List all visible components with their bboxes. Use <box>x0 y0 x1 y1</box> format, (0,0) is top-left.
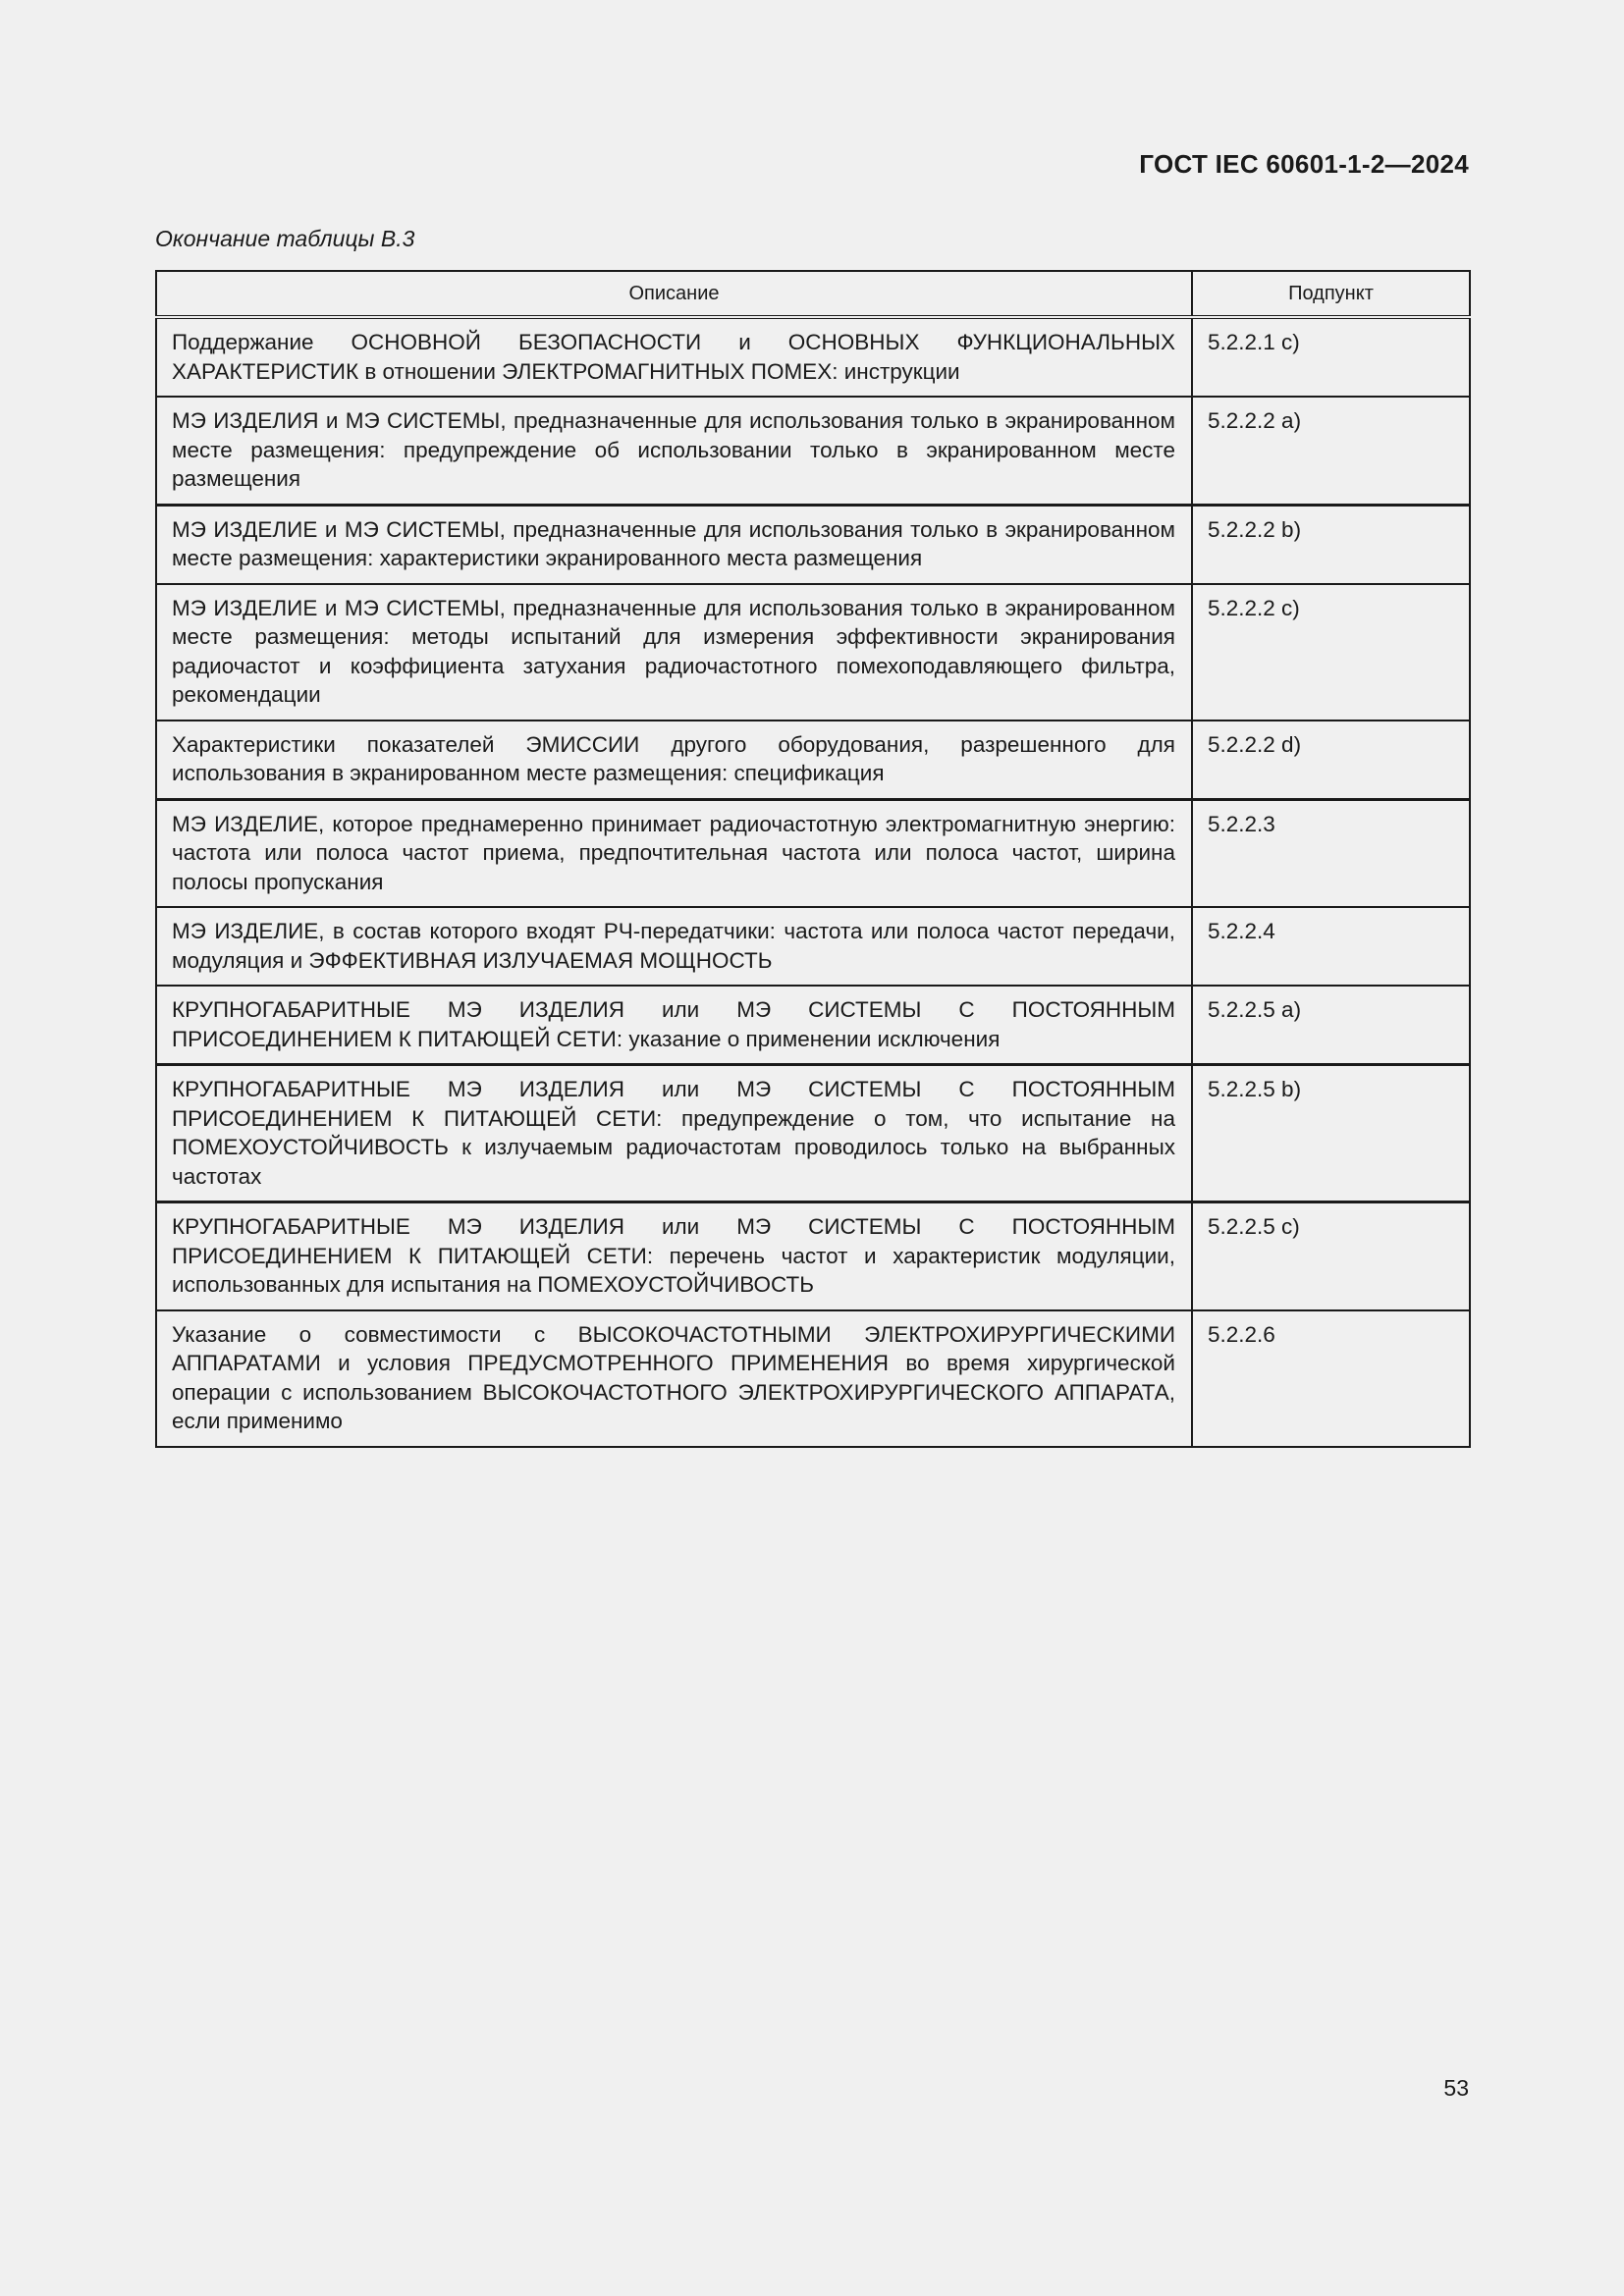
table-row <box>156 1202 1470 1310</box>
table-row <box>156 584 1470 721</box>
table-row <box>156 1310 1470 1447</box>
row-description: Поддержание ОСНОВНОЙ БЕЗОПАСНОСТИ и ОСНОВНЫХ ФУНКЦИОНАЛЬНЫХ ХАРАКТЕРИСТИК в отношении ЭЛЕКТРОМАГНИТНЫХ ПОМЕХ: инструкции <box>156 317 1192 397</box>
table-row <box>156 907 1470 986</box>
row-description: МЭ ИЗДЕЛИЕ и МЭ СИСТЕМЫ, предназначенные для использования только в экранированном месте размещения: характеристики экранированного места размещения <box>156 505 1192 584</box>
row-subclause: 5.2.2.5 b) <box>1192 1065 1470 1202</box>
column-header-subclause: Подпункт <box>1192 271 1470 317</box>
row-subclause: 5.2.2.4 <box>1192 907 1470 986</box>
row-description: МЭ ИЗДЕЛИЯ и МЭ СИСТЕМЫ, предназначенные для использования только в экранированном месте размещения: предупреждение об использовании только в экранированном месте размещения <box>156 397 1192 505</box>
row-subclause: 5.2.2.2 a) <box>1192 397 1470 505</box>
page-number: 53 <box>1443 2075 1469 2101</box>
table-row <box>156 1065 1470 1202</box>
row-subclause: 5.2.2.3 <box>1192 799 1470 907</box>
table-row <box>156 397 1470 505</box>
specification-table <box>155 270 1471 1448</box>
row-description: Характеристики показателей ЭМИССИИ другого оборудования, разрешенного для использования в экранированном месте размещения: спецификация <box>156 721 1192 800</box>
table-caption: Окончание таблицы В.3 <box>155 226 415 251</box>
row-subclause: 5.2.2.1 c) <box>1192 317 1470 397</box>
row-description: МЭ ИЗДЕЛИЕ, в состав которого входят РЧ-передатчики: частота или полоса частот передачи, модуляция и ЭФФЕКТИВНАЯ ИЗЛУЧАЕМАЯ МОЩНОСТЬ <box>156 907 1192 986</box>
table-row <box>156 799 1470 907</box>
row-subclause: 5.2.2.2 c) <box>1192 584 1470 721</box>
table-row <box>156 317 1470 397</box>
row-description: КРУПНОГАБАРИТНЫЕ МЭ ИЗДЕЛИЯ или МЭ СИСТЕМЫ С ПОСТОЯННЫМ ПРИСОЕДИНЕНИЕМ К ПИТАЮЩЕЙ СЕТИ: указание о применении исключения <box>156 986 1192 1065</box>
row-subclause: 5.2.2.5 c) <box>1192 1202 1470 1310</box>
row-subclause: 5.2.2.5 a) <box>1192 986 1470 1065</box>
column-header-description: Описание <box>156 271 1192 317</box>
row-description: МЭ ИЗДЕЛИЕ, которое преднамеренно принимает радиочастотную электромагнитную энергию: частота или полоса частот приема, предпочтительная частота или полоса частот, ширина полосы пропускания <box>156 799 1192 907</box>
row-description: КРУПНОГАБАРИТНЫЕ МЭ ИЗДЕЛИЯ или МЭ СИСТЕМЫ С ПОСТОЯННЫМ ПРИСОЕДИНЕНИЕМ К ПИТАЮЩЕЙ СЕТИ: перечень частот и характеристик модуляции, использованных для испытания на ПОМЕХОУСТОЙЧИВОСТЬ <box>156 1202 1192 1310</box>
table-header-row <box>156 271 1470 317</box>
row-subclause: 5.2.2.6 <box>1192 1310 1470 1447</box>
row-description: МЭ ИЗДЕЛИЕ и МЭ СИСТЕМЫ, предназначенные для использования только в экранированном месте размещения: методы испытаний для измерения эффективности экранирования радиочастот и коэффициента затухания радиочастотного помехоподавляющего фильтра, рекомендации <box>156 584 1192 721</box>
row-description: КРУПНОГАБАРИТНЫЕ МЭ ИЗДЕЛИЯ или МЭ СИСТЕМЫ С ПОСТОЯННЫМ ПРИСОЕДИНЕНИЕМ К ПИТАЮЩЕЙ СЕТИ: предупреждение о том, что испытание на ПОМЕХОУСТОЙЧИВОСТЬ к излучаемым радиочастотам проводилось только на выбранных частотах <box>156 1065 1192 1202</box>
row-subclause: 5.2.2.2 b) <box>1192 505 1470 584</box>
table-row <box>156 986 1470 1065</box>
row-subclause: 5.2.2.2 d) <box>1192 721 1470 800</box>
table-row <box>156 505 1470 584</box>
row-description: Указание о совместимости с ВЫСОКОЧАСТОТНЫМИ ЭЛЕКТРОХИРУРГИЧЕСКИМИ АППАРАТАМИ и условия ПРЕДУСМОТРЕННОГО ПРИМЕНЕНИЯ во время хирургической операции с использованием ВЫСОКОЧАСТОТНОГО ЭЛЕКТРОХИРУРГИЧЕСКОГО АППАРАТА, если применимо <box>156 1310 1192 1447</box>
table-row <box>156 721 1470 800</box>
document-standard-header: ГОСТ IEC 60601-1-2—2024 <box>1139 149 1469 179</box>
